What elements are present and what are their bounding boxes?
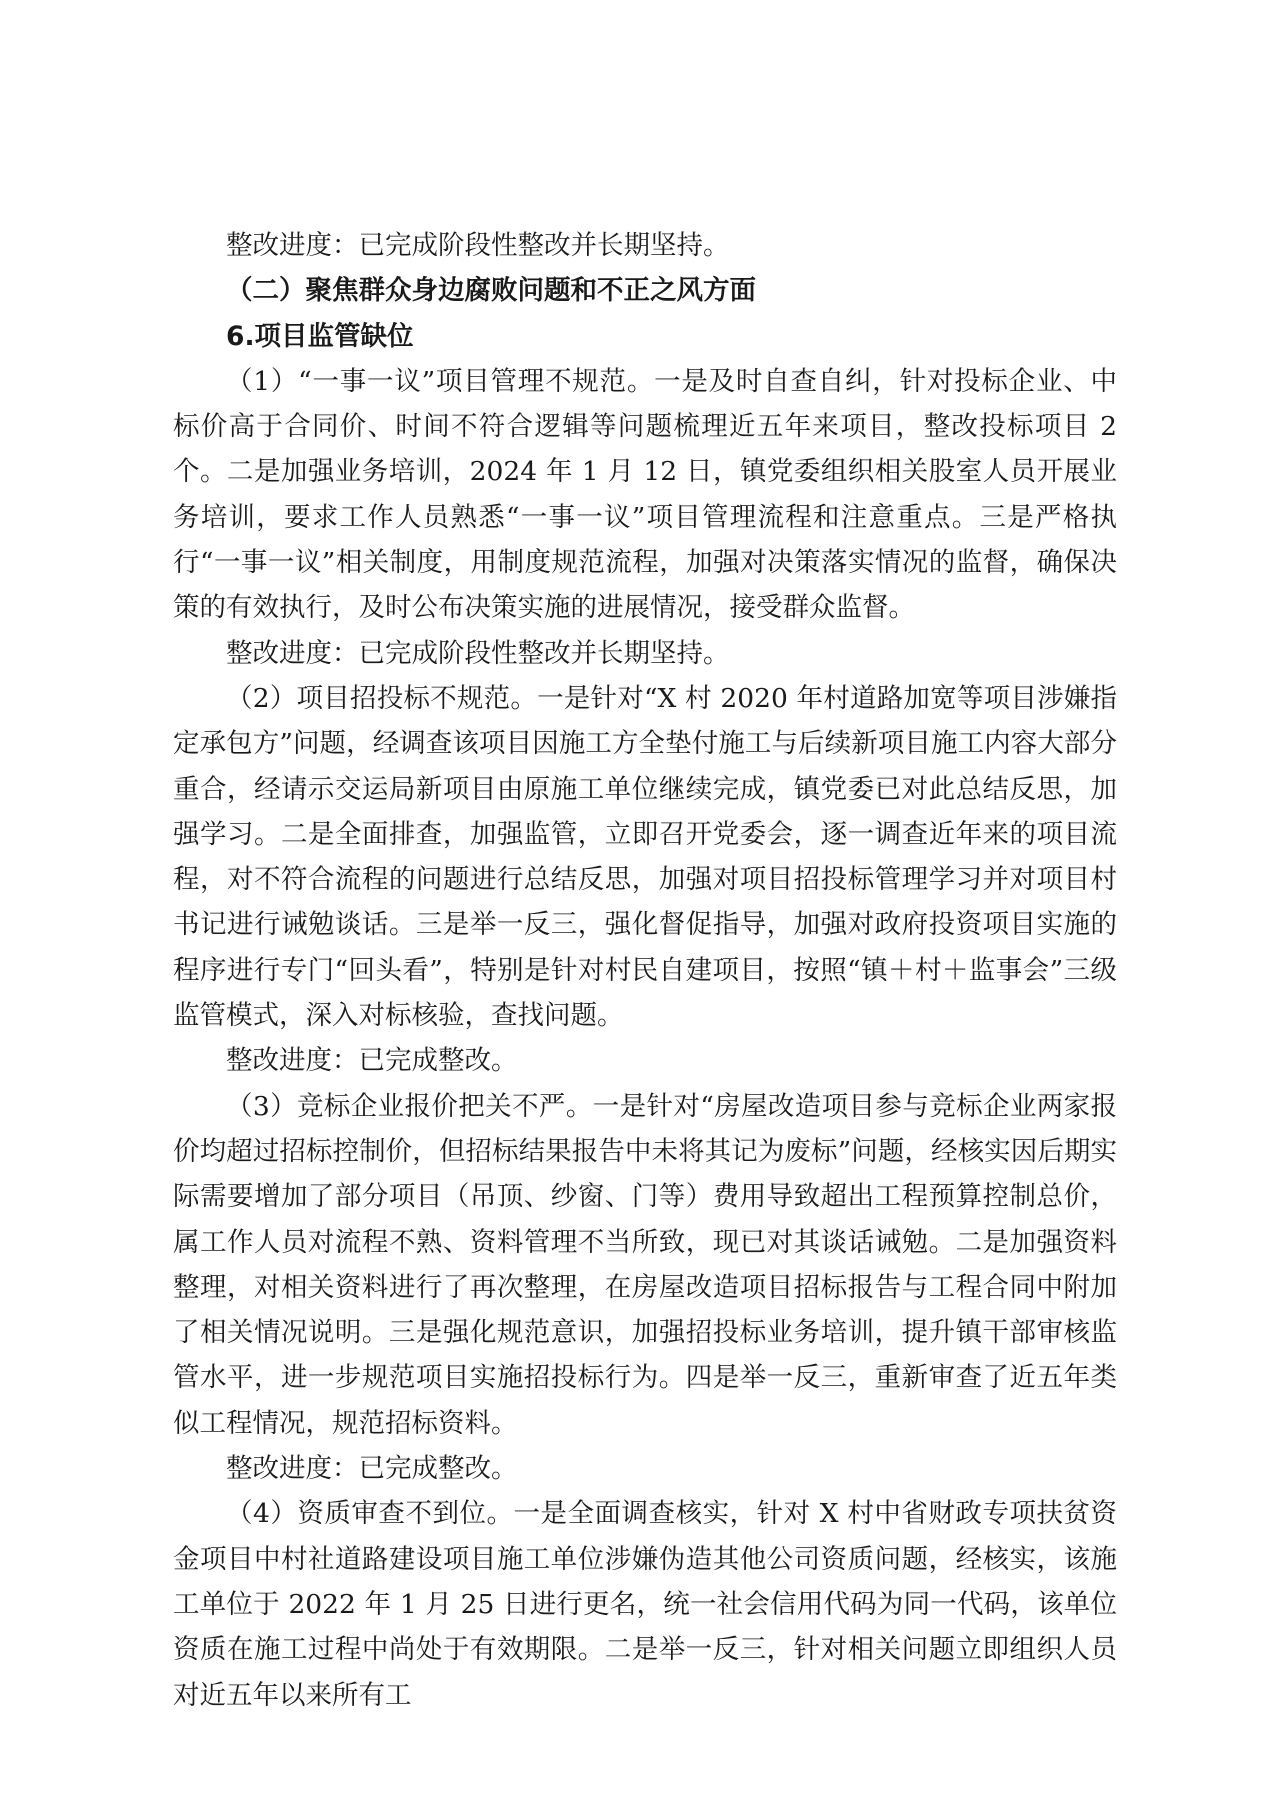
paragraph-progress-4: 整改进度：已完成整改。 bbox=[226, 1453, 518, 1485]
section-heading: （二）聚焦群众身边腐败问题和不正之风方面 bbox=[226, 275, 756, 307]
document-body bbox=[173, 223, 1117, 1718]
paragraph-point-1: （1）“一事一议”项目管理不规范。一是及时自查自纠，针对投标企业、中标价高于合同价、时间不符合逻辑等问题梳理近五年来项目，整改投标项目 2 个。二是加强业务培训，2024 年 1 月 12 日，镇党委组织相关股室人员开展业务培训，要求工作人员熟悉“一事一议”项目管理流程和注意重点。三是严格执行“一事一议”相关制度，用制度规范流程，加强对决策落实情况的监督，确保决策的有效执行，及时公布决策实施的进展情况，接受群众监督。 bbox=[173, 365, 1117, 624]
paragraph-progress-2: 整改进度：已完成阶段性整改并长期坚持。 bbox=[226, 637, 730, 669]
item-heading: 6.项目监管缺位 bbox=[226, 320, 414, 352]
paragraph-point-2: （2）项目招投标不规范。一是针对“X 村 2020 年村道路加宽等项目涉嫌指定承包方”问题，经调查该项目因施工方全垫付施工与后续新项目施工内容大部分重合，经请示交运局新项目由原施工单位继续完成，镇党委已对此总结反思，加强学习。二是全面排查，加强监管，立即召开党委会，逐一调查近年来的项目流程，对不符合流程的问题进行总结反思，加强对项目招投标管理学习并对项目村书记进行诫勉谈话。三是举一反三，强化督促指导，加强对政府投资项目实施的程序进行专门“回头看”，特别是针对村民自建项目，按照“镇＋村＋监事会”三级监管模式，深入对标核验，查找问题。 bbox=[173, 682, 1117, 1032]
paragraph-point-3: （3）竞标企业报价把关不严。一是针对“房屋改造项目参与竞标企业两家报价均超过招标控制价，但招标结果报告中未将其记为废标”问题，经核实因后期实际需要增加了部分项目（吊顶、纱窗、门等）费用导致超出工程预算控制总价，属工作人员对流程不熟、资料管理不当所致，现已对其谈话诫勉。二是加强资料整理，对相关资料进行了再次整理，在房屋改造项目招标报告与工程合同中附加了相关情况说明。三是强化规范意识，加强招投标业务培训，提升镇干部审核监管水平，进一步规范项目实施招投标行为。四是举一反三，重新审查了近五年类似工程情况，规范招标资料。 bbox=[173, 1090, 1117, 1439]
paragraph-point-4: （4）资质审查不到位。一是全面调查核实，针对 X 村中省财政专项扶贫资金项目中村社道路建设项目施工单位涉嫌伪造其他公司资质问题，经核实，该施工单位于 2022 年 1 月 25 日进行更名，统一社会信用代码为同一代码，该单位资质在施工过程中尚处于有效期限。二是举一反三，针对相关问题立即组织人员对近五年以来所有工 bbox=[173, 1498, 1117, 1711]
paragraph-progress-3: 整改进度：已完成整改。 bbox=[226, 1045, 518, 1077]
paragraph-progress-1: 整改进度：已完成阶段性整改并长期坚持。 bbox=[226, 230, 730, 261]
